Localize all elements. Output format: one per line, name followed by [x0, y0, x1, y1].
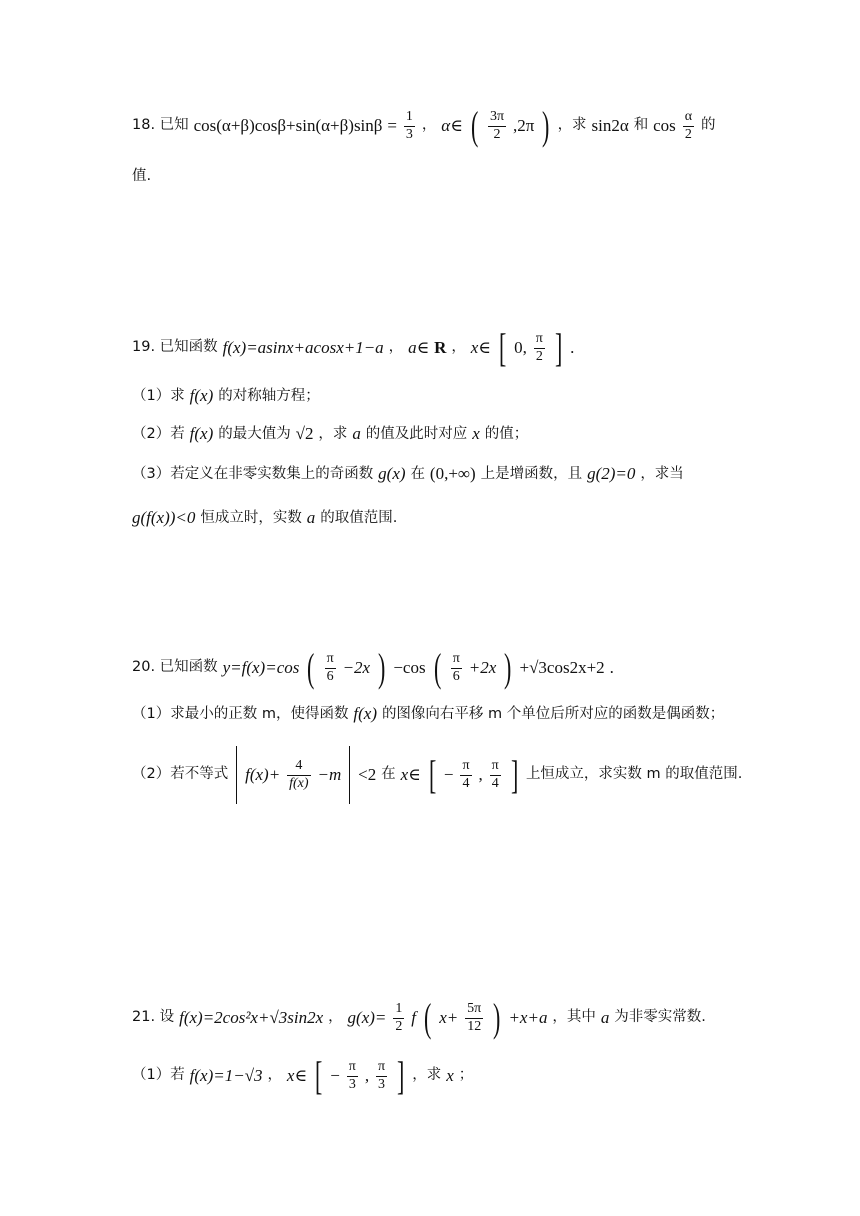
q18-line2: 值.: [132, 168, 152, 184]
q19-part3: （3）若定义在非零实数集上的奇函数 g(x) 在 (0,+∞) 上是增函数，且 g(2)=0 ，求当: [132, 464, 684, 483]
q18-sin2alpha: sin2α: [591, 115, 629, 135]
q18-line1: 18. 已知 cos(α+β)cosβ+sin(α+β)sinβ = $\frac{1}{3}$ ， α∈ ( $\frac{3\pi}{2}$ ,2π ) ，求 sin2α 和 cos $\frac{\alpha}{2}$ 的: [132, 103, 716, 148]
q19-part1: （1）求 f(x) 的对称轴方程；: [132, 386, 320, 405]
q20-part2: （2）若不等式 f(x)+ $\frac{4}{f(x)}$ −m <2 在 x∈ [ − $\frac{\pi}{4}$ , $\frac{\pi}{4}$ ] 上恒成立，求实数 m 的取值范围.: [132, 746, 742, 804]
q19-part3-cont: g(f(x))<0 恒成立时，实数 a 的取值范围.: [132, 508, 398, 527]
q18-fraction: $\frac{1}{3}$: [405, 109, 413, 142]
q20-line1: 20. 已知函数 y=f(x)=cos ( $\frac{\pi}{6}$ −2x ) −cos ( $\frac{\pi}{6}$ +2x ) +√3cos2x+2 .: [132, 645, 614, 690]
q18-lead: 18. 已知: [132, 117, 189, 134]
q19-pi-half: $\frac{\pi}{2}$: [535, 331, 543, 364]
q19-part2: （2）若 f(x) 的最大值为 √2 ，求 a 的值及此时对应 x 的值；: [132, 424, 529, 443]
q21-line1: 21. 设 f(x)=2cos²x+√3sin2x ， g(x)= $\frac{1}{2}$ f ( x+ $\frac{5\pi}{12}$ ) +x+a ，其中 a 为非零实常数.: [132, 995, 706, 1040]
q18-expression: cos(α+β)cosβ+sin(α+β)sinβ: [193, 115, 383, 135]
q18-equals: =: [387, 115, 397, 135]
q18-alpha-domain: α∈: [441, 115, 463, 135]
q20-part1: （1）求最小的正数 m，使得函数 f(x) 的图像向右平移 m 个单位后所对应的函数是偶函数；: [132, 704, 725, 723]
q21-f: f(x)=2cos²x+√3sin2x: [179, 1007, 324, 1027]
q19-function: f(x)=asinx+acosx+1−a: [222, 337, 384, 357]
q21-part1: （1）若 f(x)=1−√3 ， x∈ [ − $\frac{\pi}{3}$ , $\frac{\pi}{3}$ ] ，求 x ；: [132, 1053, 474, 1098]
q18-half-angle: $\frac{\alpha}{2}$: [684, 109, 693, 142]
q20-function: y=f(x)=cos: [222, 657, 300, 677]
q19-line1: 19. 已知函数 f(x)=asinx+acosx+1−a ， a∈ R ， x∈ [ 0, $\frac{\pi}{2}$ ] .: [132, 325, 575, 370]
q18-interval-left: $\frac{3\pi}{2}$: [490, 109, 505, 142]
